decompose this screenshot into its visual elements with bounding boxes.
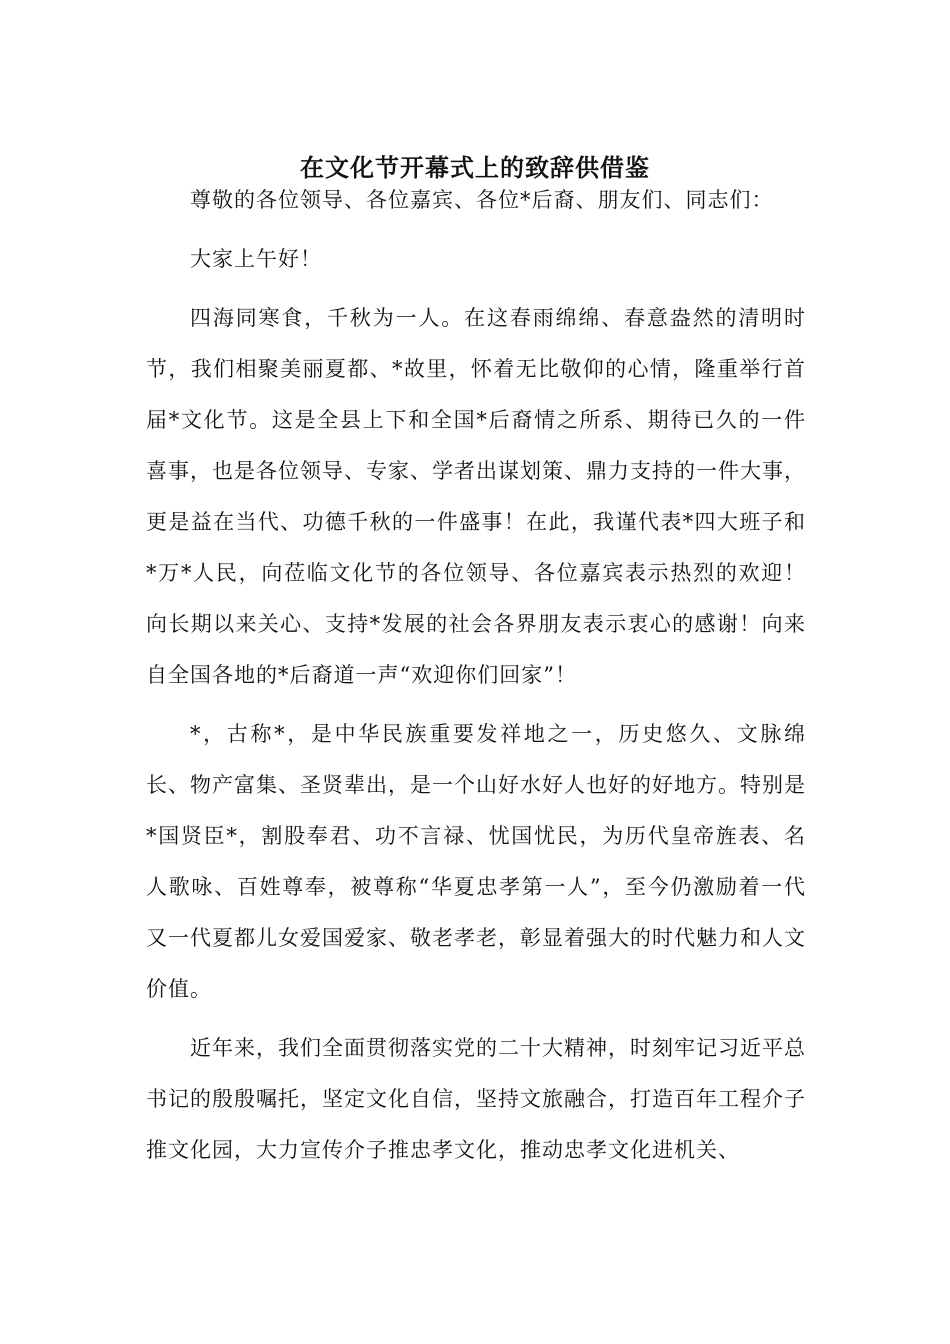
paragraph-greeting: 大家上午好！ [190,247,322,271]
document-body [146,175,806,1184]
paragraph-salutation: 尊敬的各位领导、各位嘉宾、各位*后裔、朋友们、同志们： [190,188,774,212]
paragraph-history: *，古称*，是中华民族重要发祥地之一，历史悠久、文脉绵长、物产富集、圣贤辈出，是一个山好水好人也好的好地方。特别是*国贤臣*，割股奉君、功不言禄、忧国忧民，为历代皇帝旌表、名人歌咏、百姓尊奉，被尊称“华夏忠孝第一人”，至今仍激励着一代又一代夏都儿女爱国爱家、敬老孝老，彰显着强大的时代魅力和人文价值。 [146,722,806,1001]
document-title: 在文化节开幕式上的致辞供借鉴 [300,153,650,182]
paragraph-welcome: 四海同寒食，千秋为一人。在这春雨绵绵、春意盎然的清明时节，我们相聚美丽夏都、*故里，怀着无比敬仰的心情，隆重举行首届*文化节。这是全县上下和全国*后裔情之所系、期待已久的一件喜事，也是各位领导、专家、学者出谋划策、鼎力支持的一件大事，更是益在当代、功德千秋的一件盛事！在此，我谨代表*四大班子和*万*人民，向莅临文化节的各位领导、各位嘉宾表示热烈的欢迎！向长期以来关心、支持*发展的社会各界朋友表示衷心的感谢！向来自全国各地的*后裔道一声“欢迎你们回家”！ [146,306,806,687]
paragraph-recent-years: 近年来，我们全面贯彻落实党的二十大精神，时刻牢记习近平总书记的殷殷嘱托，坚定文化自信，坚持文旅融合，打造百年工程介子推文化园，大力宣传介子推忠孝文化，推动忠孝文化进机关、 [146,1036,806,1162]
